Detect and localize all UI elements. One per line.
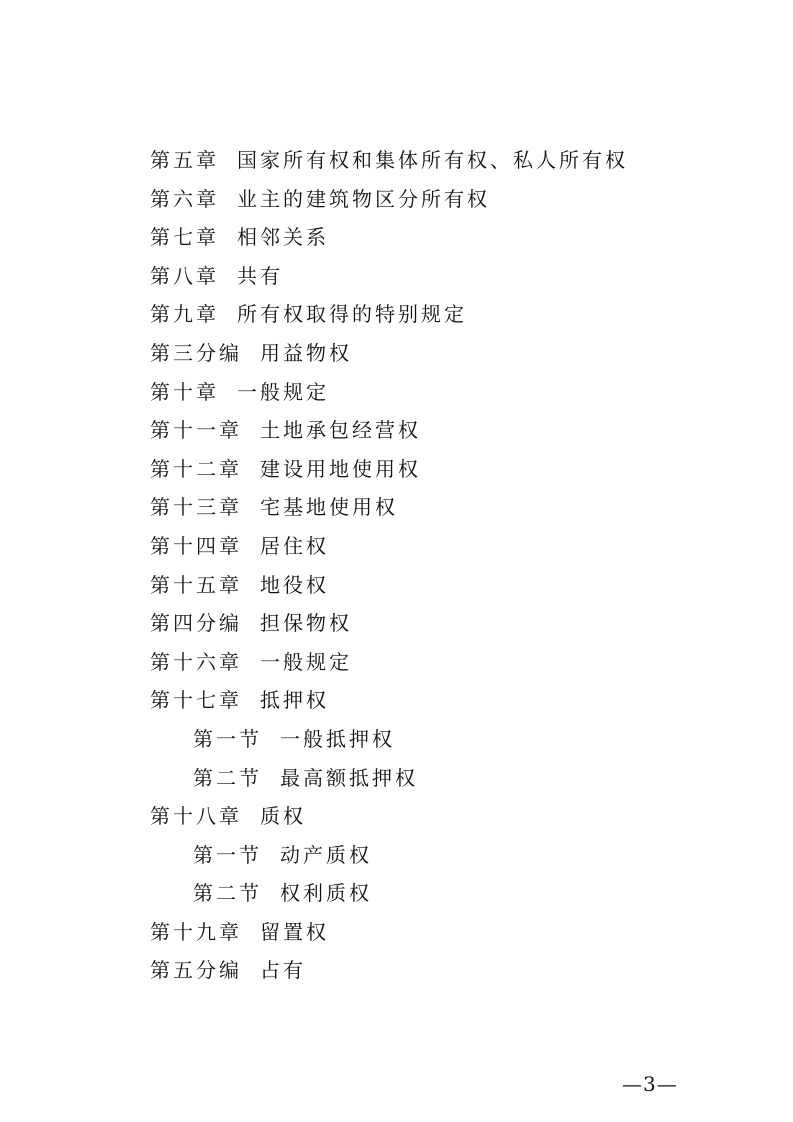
toc-chapter-item xyxy=(150,681,750,720)
toc-item-number: 第二节 xyxy=(193,765,262,790)
toc-section-item xyxy=(150,874,750,913)
toc-item-title: 土地承包经营权 xyxy=(260,418,421,443)
toc-chapter-item xyxy=(150,913,750,952)
toc-item-number: 第五章 xyxy=(150,148,219,172)
toc-chapter-item xyxy=(150,450,750,489)
toc-item-number: 第十一章 xyxy=(150,418,242,443)
toc-item-number: 第九章 xyxy=(150,302,219,327)
toc-item-title: 质权 xyxy=(260,804,306,829)
toc-item-title: 担保物权 xyxy=(260,611,352,636)
toc-item-title: 居住权 xyxy=(260,533,329,558)
toc-item-number: 第七章 xyxy=(150,225,219,250)
toc-chapter-item xyxy=(150,604,750,643)
toc-item-title: 业主的建筑物区分所有权 xyxy=(237,186,490,211)
toc-section-item xyxy=(150,759,750,798)
toc-item-title: 最高额抵押权 xyxy=(280,765,418,790)
toc-item-number: 第十九章 xyxy=(150,919,242,944)
toc-chapter-item xyxy=(150,373,750,412)
toc-chapter-item xyxy=(150,141,750,180)
page-number: —3— xyxy=(622,1072,678,1096)
toc-item-title: 一般规定 xyxy=(260,649,352,674)
toc-item-number: 第十章 xyxy=(150,379,219,404)
toc-item-title: 地役权 xyxy=(260,572,329,597)
toc-item-number: 第十七章 xyxy=(150,688,242,713)
toc-item-number: 第十三章 xyxy=(150,495,242,520)
toc-item-title: 留置权 xyxy=(260,919,329,944)
toc-item-title: 所有权取得的特别规定 xyxy=(237,302,467,327)
toc-item-number: 第一节 xyxy=(193,842,262,867)
toc-chapter-item xyxy=(150,797,750,836)
toc-chapter-item xyxy=(150,488,750,527)
toc-item-number: 第十六章 xyxy=(150,649,242,674)
toc-item-number: 第十二章 xyxy=(150,456,242,481)
toc-item-number: 第三分编 xyxy=(150,340,242,365)
toc-chapter-item xyxy=(150,257,750,296)
table-of-contents xyxy=(150,141,750,990)
toc-item-number: 第四分编 xyxy=(150,611,242,636)
toc-item-title: 共有 xyxy=(237,263,283,288)
toc-chapter-item xyxy=(150,295,750,334)
toc-chapter-item xyxy=(150,566,750,605)
toc-chapter-item xyxy=(150,411,750,450)
toc-chapter-item xyxy=(150,218,750,257)
toc-item-title: 占有 xyxy=(260,958,306,983)
toc-item-title: 一般抵押权 xyxy=(280,726,395,751)
toc-item-number: 第十五章 xyxy=(150,572,242,597)
toc-item-number: 第一节 xyxy=(193,726,262,751)
toc-chapter-item xyxy=(150,334,750,373)
toc-chapter-item xyxy=(150,180,750,219)
toc-chapter-item xyxy=(150,527,750,566)
toc-item-title: 相邻关系 xyxy=(237,225,329,250)
toc-item-title: 国家所有权和集体所有权、私人所有权 xyxy=(237,148,628,172)
toc-item-number: 第八章 xyxy=(150,263,219,288)
toc-item-number: 第二节 xyxy=(193,881,262,906)
toc-item-title: 动产质权 xyxy=(280,842,372,867)
toc-section-item xyxy=(150,720,750,759)
toc-chapter-item xyxy=(150,951,750,990)
toc-item-number: 第十四章 xyxy=(150,533,242,558)
toc-item-title: 抵押权 xyxy=(260,688,329,713)
toc-item-title: 宅基地使用权 xyxy=(260,495,398,520)
toc-item-title: 权利质权 xyxy=(280,881,372,906)
toc-item-number: 第六章 xyxy=(150,186,219,211)
toc-item-title: 建设用地使用权 xyxy=(260,456,421,481)
toc-section-item xyxy=(150,836,750,875)
toc-item-number: 第五分编 xyxy=(150,958,242,983)
toc-item-title: 一般规定 xyxy=(237,379,329,404)
toc-chapter-item xyxy=(150,643,750,682)
toc-item-number: 第十八章 xyxy=(150,804,242,829)
toc-item-title: 用益物权 xyxy=(260,340,352,365)
